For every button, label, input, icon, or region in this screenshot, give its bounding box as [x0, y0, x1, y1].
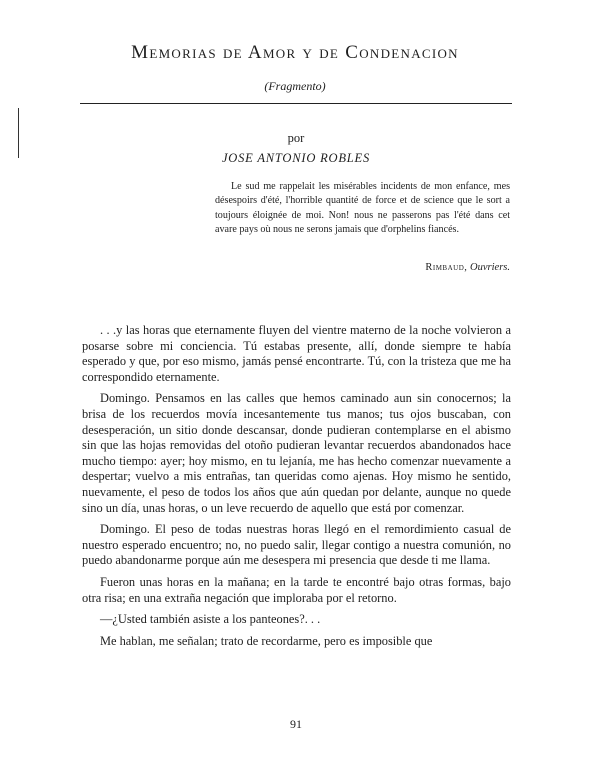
- paragraph: Domingo. El peso de todas nuestras horas llegó en el remordimiento casual de nuestro esperado encuentro; no, no puedo salir, llegar contigo a nuestra comunión, no puedo abandonarme porque aún me desespera mi presencia que desde ti me llama.: [82, 522, 511, 568]
- page-number: 91: [290, 717, 302, 731]
- byline-por: por: [287, 131, 305, 145]
- paragraph: Me hablan, me señalan; trato de recordarme, pero es imposible que: [100, 633, 433, 648]
- page-title: Memorias de Amor y de Condenacion: [131, 42, 459, 63]
- body-text: [82, 323, 511, 655]
- epigraph-work: Ouvriers.: [470, 262, 510, 273]
- title-rule: [80, 103, 512, 104]
- paragraph: . . .y las horas que eternamente fluyen del vientre materno de la noche volvieron a posarse sobre mi conciencia. Tú estabas presente, allí, donde siempre te había esperado y que, por eso mismo, jamás pensé encontrarte. Tú, con la tristeza que me ha correspondido eternamente.: [82, 323, 511, 384]
- byline-author: JOSE ANTONIO ROBLES: [221, 151, 371, 165]
- epigraph-text: Le sud me rappelait les misérables incidents de mon enfance, mes désespoirs d'été, l'horrible quantité de force et de science que le sort a toujours éloignée de moi. Non! nous ne passerons pas l'été dans cet avare pays où nous ne serons jamais que d'orphelins fiancés.: [215, 181, 510, 236]
- epigraph-attribution: [340, 262, 510, 273]
- paragraph: —¿Usted también asiste a los panteones?. . .: [100, 612, 321, 627]
- epigraph-author: Rimbaud,: [425, 262, 468, 273]
- page-subtitle: (Fragmento): [264, 79, 326, 93]
- paragraph: Domingo. Pensamos en las calles que hemos caminado aun sin conocernos; la brisa de los recuerdos movía incesantemente tus manos; tus ojos buscaban, con desesperación, un sitio donde descansar, donde pudieran contemplarse en el abismo sin que las hojas removidas del otoño pudieran levantar recuerdos abandonados hace mucho tiempo: ayer; hoy mismo, en tu lejanía, me has hecho comenzar nuevamente a despertar; vuelvo a mis entrañas, tan queridas como ajenas. Hoy mismo he sentido, nuevamente, el peso de todos los años que aún quedan por delante, aunque no quede sino un día, unas horas, o un leve recuerdo de aquello que está por comenzar.: [82, 391, 511, 515]
- margin-mark: [18, 126, 19, 158]
- paragraph: Fueron unas horas en la mañana; en la tarde te encontré bajo otras formas, bajo otra risa; en una extraña negación que imploraba por el retorno.: [82, 574, 511, 605]
- epigraph: [215, 180, 510, 238]
